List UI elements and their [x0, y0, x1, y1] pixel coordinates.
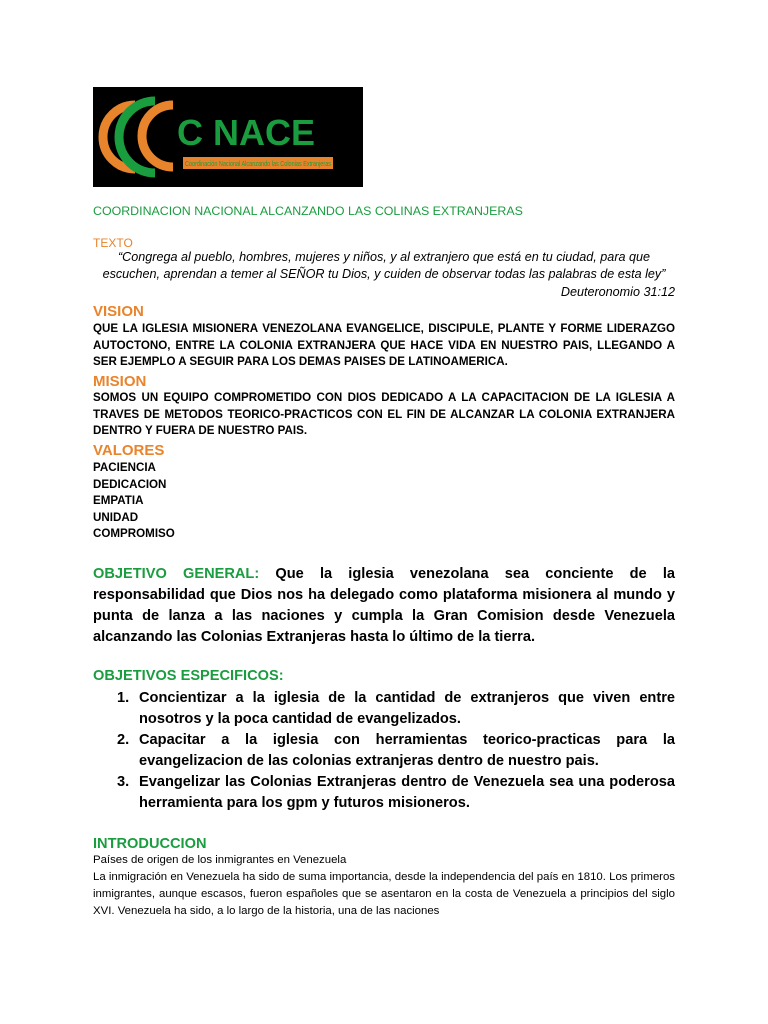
objetivo-general: [93, 564, 675, 648]
list-item: [93, 688, 675, 730]
valor-item: UNIDAD: [93, 510, 139, 524]
logo-brand-text: C NACE: [177, 112, 316, 153]
valor-item: COMPROMISO: [93, 527, 175, 541]
valores-title: VALORES: [93, 442, 165, 459]
mision-text: SOMOS UN EQUIPO COMPROMETIDO CON DIOS DEDICADO A LA CAPACITACION DE LA IGLESIA A TRAVES DE METODOS TEORICO-PRACTICOS CON EL FIN DE ALCANZAR LA COLONIA EXTRANJERA DENTRO Y FUERA DE NUESTRO PAIS.: [93, 391, 675, 438]
introduccion-text: La inmigración en Venezuela ha sido de suma importancia, desde la independencia del país en 1810. Los primeros inmigrantes, aunque escasos, fueron españoles que se asentaron en la costa de Venezuela a principios del siglo XVI. Venezuela ha sido, a lo largo de la historia, una de las naciones: [93, 871, 675, 917]
list-item-text: Evangelizar las Colonias Extranjeras dentro de Venezuela sea una poderosa herramienta para los gpm y futuros misioneros.: [139, 774, 675, 811]
mision-title: MISION: [93, 373, 147, 390]
objetivo-general-text: Que la iglesia venezolana sea conciente de la responsabilidad que Dios nos ha delegado como plataforma misionera al mundo y punta de lanza a las naciones y cumpla la Gran Comision desde Venezuela alcanzando las Colonias Extranjeras hasta lo último de la tierra.: [93, 566, 675, 645]
list-item-number: 3.: [117, 774, 130, 790]
scripture-quote: “Congrega al pueblo, hombres, mujeres y niños, y al extranjero que está en tu ciudad, para que escuchen, aprendan a temer al SEÑOR tu Dios, y cuiden de observar todas las palabras de esta ley”: [102, 250, 666, 281]
valores-list: [93, 460, 175, 543]
list-item: [93, 772, 675, 814]
list-item-number: 1.: [117, 690, 130, 706]
vision-text: QUE LA IGLESIA MISIONERA VENEZOLANA EVANGELICE, DISCIPULE, PLANTE Y FORME LIDERAZGO AUTOCTONO, ENTRE LA COLONIA EXTRANJERA QUE HACE VIDA EN NUESTRO PAIS, LLEGANDO A SER EJEMPLO A SEGUIR PARA LOS DEMAS PAISES DE LATINOAMERICA.: [93, 322, 675, 369]
introduccion-title: INTRODUCCION: [93, 836, 207, 852]
valor-item: EMPATIA: [93, 494, 144, 508]
cnace-logo: [93, 87, 363, 187]
list-item-text: Capacitar a la iglesia con herramientas teorico-practicas para la evangelizacion de las colonias extranjeras dentro de nuestro pais.: [139, 732, 675, 769]
list-item-number: 2.: [117, 732, 130, 748]
logo-tagline: Coordinación Nacional Alcanzando las Colonias Extranjeras: [185, 159, 332, 168]
objetivo-general-label: OBJETIVO GENERAL:: [93, 566, 260, 582]
list-item: [93, 730, 675, 772]
objetivos-especificos-list: [93, 688, 675, 814]
objetivos-especificos-title: OBJETIVOS ESPECIFICOS:: [93, 668, 284, 684]
valor-item: PACIENCIA: [93, 461, 156, 474]
scripture-reference: Deuteronomio 31:12: [560, 285, 675, 299]
vision-title: VISION: [93, 303, 144, 320]
org-name-heading: COORDINACION NACIONAL ALCANZANDO LAS COLINAS EXTRANJERAS: [93, 204, 523, 218]
valor-item: DEDICACION: [93, 477, 167, 491]
list-item-text: Concientizar a la iglesia de la cantidad de extranjeros que viven entre nosotros y la poca cantidad de evangelizados.: [139, 690, 675, 727]
texto-label: TEXTO: [93, 236, 133, 250]
introduccion-subtitle: Países de origen de los inmigrantes en Venezuela: [93, 854, 347, 866]
